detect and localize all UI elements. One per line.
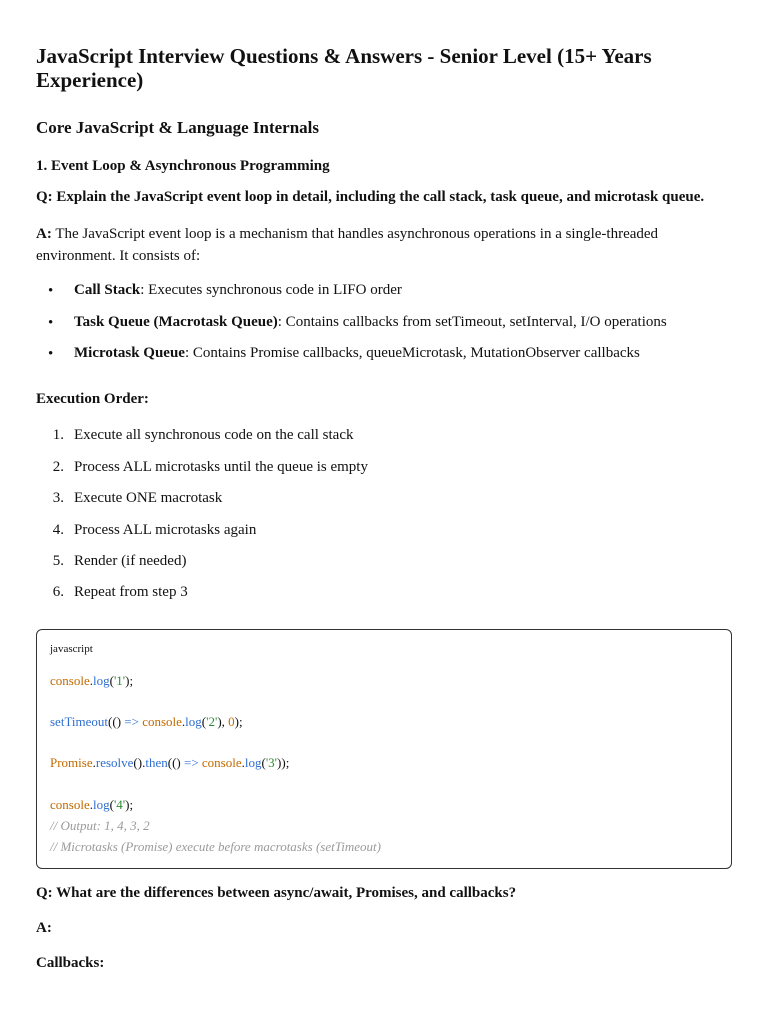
question-2: Q: What are the differences between async/await, Promises, and callbacks?	[36, 885, 517, 901]
list-item: Execute ONE macrotask	[74, 490, 223, 506]
step-number: 3.	[52, 490, 64, 506]
answer-text: The JavaScript event loop is a mechanism that handles asynchronous operations in a single-threaded environment. It consists of:	[36, 226, 659, 264]
list-item: Repeat from step 3	[74, 584, 188, 600]
answer-2-label: A:	[36, 920, 52, 936]
code-comment: // Output: 1, 4, 3, 2	[50, 818, 150, 833]
list-item	[74, 314, 667, 331]
code-comment: // Microtasks (Promise) execute before macrotasks (setTimeout)	[50, 839, 381, 854]
list-item-desc: : Executes synchronous code in LIFO order	[140, 282, 402, 298]
code-line: Promise.resolve().then(() => console.log('3'));	[50, 755, 290, 770]
subsection-heading: 1. Event Loop & Asynchronous Programming	[36, 158, 330, 174]
list-item	[74, 282, 402, 299]
list-item: Execute all synchronous code on the call stack	[74, 427, 354, 443]
list-item: Process ALL microtasks until the queue is empty	[74, 459, 368, 475]
list-item-desc: : Contains callbacks from setTimeout, setInterval, I/O operations	[277, 314, 667, 330]
answer-label: A:	[36, 226, 52, 242]
step-number: 4.	[52, 522, 64, 538]
step-number: 6.	[52, 584, 64, 600]
step-number: 2.	[52, 459, 64, 475]
list-item-term: Task Queue (Macrotask Queue)	[74, 314, 278, 330]
bullet-icon: •	[48, 315, 54, 331]
code-block	[36, 629, 732, 869]
list-item-term: Call Stack	[74, 282, 141, 298]
section-heading: Core JavaScript & Language Internals	[36, 118, 320, 137]
document-title: JavaScript Interview Questions & Answers - Senior Level (15+ Years Experience)	[36, 44, 652, 92]
list-item-term: Microtask Queue	[74, 345, 185, 361]
bullet-icon: •	[48, 346, 54, 362]
callbacks-heading: Callbacks:	[36, 955, 105, 971]
list-item: Render (if needed)	[74, 553, 187, 569]
code-language-label: javascript	[50, 643, 93, 655]
execution-order-heading: Execution Order:	[36, 391, 149, 407]
code-line: console.log('1');	[50, 673, 134, 688]
step-number: 5.	[52, 553, 64, 569]
answer-1	[36, 223, 726, 267]
step-number: 1.	[52, 427, 64, 443]
code-line: setTimeout(() => console.log('2'), 0);	[50, 714, 243, 729]
list-item	[74, 345, 640, 362]
list-item-desc: : Contains Promise callbacks, queueMicrotask, MutationObserver callbacks	[184, 345, 640, 361]
bullet-icon: •	[48, 283, 54, 299]
question-1: Q: Explain the JavaScript event loop in detail, including the call stack, task queue, and microtask queue.	[36, 189, 705, 205]
code-line: console.log('4');	[50, 797, 134, 812]
list-item: Process ALL microtasks again	[74, 522, 257, 538]
